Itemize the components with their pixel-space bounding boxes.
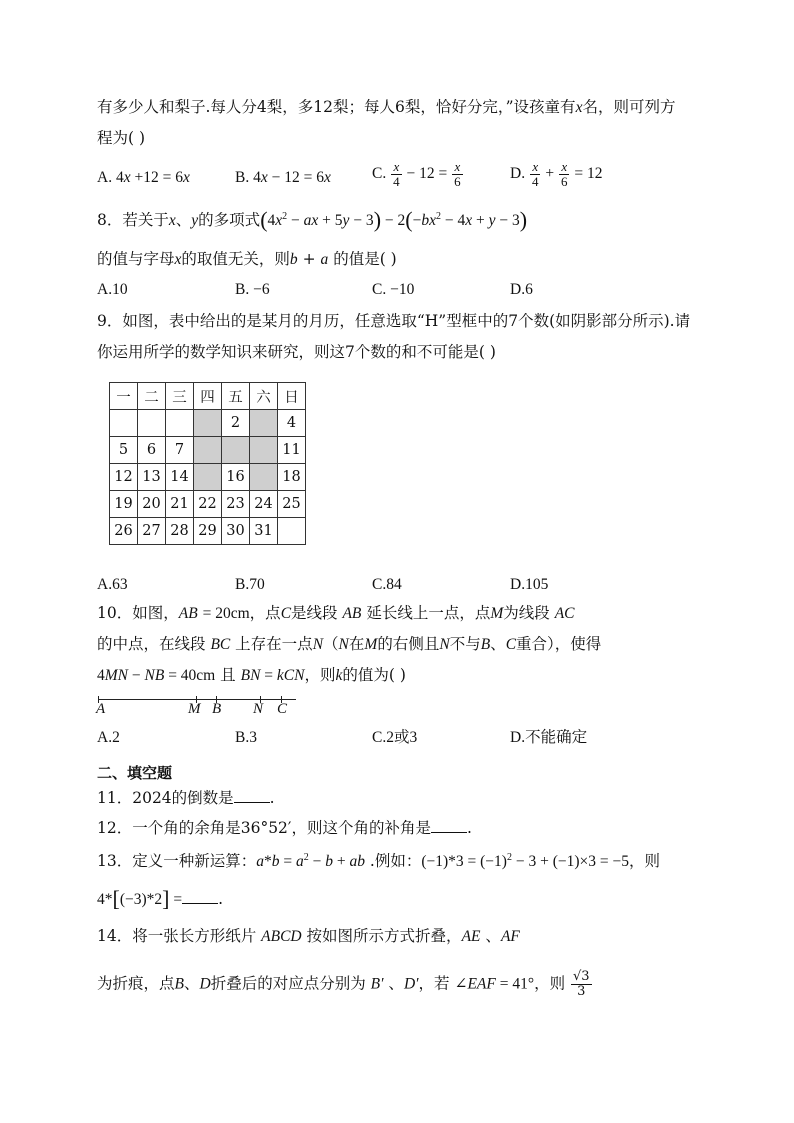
- q7-option-b[interactable]: B. 4x − 12 = 6x: [235, 169, 331, 186]
- calendar-cell: 18: [278, 464, 306, 491]
- section-title-fill-in: 二、填空题: [97, 764, 173, 782]
- calendar-cell: 22: [194, 491, 222, 518]
- calendar-cell-shaded: [250, 464, 278, 491]
- q9-option-a[interactable]: A.63: [97, 576, 128, 593]
- calendar-cell-shaded: [250, 437, 278, 464]
- calendar-cell-shaded: [194, 464, 222, 491]
- q12-text: 12．一个角的余角是36°52′，则这个角的补角是: [97, 819, 431, 837]
- q9-line2: 你运用所学的数学知识来研究，则这7个数的和不可能是( ): [97, 343, 496, 361]
- calendar-header: 三: [166, 383, 194, 410]
- calendar-cell-shaded: [250, 410, 278, 437]
- calendar-cell: 26: [110, 518, 138, 545]
- calendar-header: 四: [194, 383, 222, 410]
- calendar-row: [110, 491, 306, 518]
- q11-line: [97, 788, 275, 808]
- q13-line1: 13．定义一种新运算：$a*b = a^2 - b$ + ab .例如：$(-1)*3 = (-1)^2 - 3 + (-1)\times 3 = -5$，则: [97, 851, 661, 870]
- q13-end: .: [218, 890, 224, 908]
- q13-answer-blank[interactable]: [182, 889, 218, 904]
- q14-line1: 14．将一张长方形纸片 ABCD 按如图所示方式折叠，AE 、AF: [97, 927, 520, 945]
- q11-text: 11．2024的倒数是: [97, 789, 234, 807]
- q7-option-d[interactable]: D. $\frac{x}{4}$ + $\frac{x}{6}$ = 12: [510, 159, 603, 189]
- calendar-cell: 20: [138, 491, 166, 518]
- calendar-cell: 4: [278, 410, 306, 437]
- calendar-cell-shaded: [222, 437, 250, 464]
- segment-label-b: B: [212, 701, 222, 717]
- calendar-row: [110, 410, 306, 437]
- q12-answer-blank[interactable]: [431, 818, 467, 833]
- q14-line2: 为折痕，点B、D折叠后的对应点分别为 B′ 、D′，若 ∠EAF = 41°，则 $\frac{√3}{3}$: [97, 969, 590, 999]
- q12-line: [97, 818, 472, 838]
- q8-line1: 8．若关于x、y的多项式($4x^2$ − ax + $5y - 3) - 2(-bx^2 - 4x + y - 3)$: [97, 207, 528, 232]
- segment-line: [98, 699, 296, 700]
- q12-end: .: [466, 819, 472, 837]
- calendar-header: 六: [250, 383, 278, 410]
- calendar-header: 二: [138, 383, 166, 410]
- q9-line1: 9．如图，表中给出的是某月的月历，任意选取“H”型框中的7个数(如阴影部分所示).请: [97, 312, 691, 330]
- calendar-cell: 27: [138, 518, 166, 545]
- q10-line3: 4MN − NB = 40cm 且 BN = kCN，则k的值为( ): [97, 666, 406, 684]
- calendar-cell: 30: [222, 518, 250, 545]
- calendar-cell: 7: [166, 437, 194, 464]
- calendar-cell: 24: [250, 491, 278, 518]
- q7-line1: 有多少人和梨子.每人分4梨，多12梨；每人6梨，恰好分完，”设孩童有x名，则可列方: [97, 98, 676, 116]
- calendar-table: [109, 382, 306, 545]
- segment-label-c: C: [277, 701, 288, 717]
- calendar-cell: 16: [222, 464, 250, 491]
- q8-option-c[interactable]: C. −10: [372, 281, 415, 298]
- calendar-cell-shaded: [194, 437, 222, 464]
- calendar-cell: 14: [166, 464, 194, 491]
- calendar-cell: 23: [222, 491, 250, 518]
- q7-option-a[interactable]: A. 4x +12 = 6x: [97, 169, 190, 186]
- segment-label-a: A: [96, 701, 106, 717]
- calendar-row: [110, 464, 306, 491]
- q8-option-d[interactable]: D.6: [510, 281, 533, 298]
- q8-option-b[interactable]: B. −6: [235, 281, 270, 298]
- q10-line2: 的中点，在线段 BC 上存在一点N（N在M的右侧且N不与B、C重合），使得: [97, 635, 602, 653]
- q8-option-a[interactable]: A.10: [97, 281, 128, 298]
- q10-option-d[interactable]: D.不能确定: [510, 729, 588, 746]
- q11-answer-blank[interactable]: [234, 788, 270, 803]
- calendar-cell: 2: [222, 410, 250, 437]
- q7-line2: 程为( ): [97, 129, 146, 147]
- calendar-cell: 11: [278, 437, 306, 464]
- q10-option-b[interactable]: B.3: [235, 729, 257, 746]
- q11-end: .: [269, 789, 275, 807]
- q10-line1: 10．如图，AB = 20cm，点C是线段 AB 延长线上一点，点M为线段 AC: [97, 604, 575, 622]
- q13-line2: 4*[(−3)*2] = .: [97, 886, 224, 911]
- q14-sqrt3-over-3: $\frac{√3}{3}$: [573, 969, 590, 999]
- calendar-cell: 25: [278, 491, 306, 518]
- calendar-cell: 28: [166, 518, 194, 545]
- q10-option-a[interactable]: A.2: [97, 729, 120, 746]
- calendar-row: [110, 518, 306, 545]
- calendar-row: [110, 437, 306, 464]
- calendar-header: 五: [222, 383, 250, 410]
- calendar-cell: [166, 410, 194, 437]
- calendar-cell: 19: [110, 491, 138, 518]
- calendar-header: 一: [110, 383, 138, 410]
- calendar-cell: 21: [166, 491, 194, 518]
- q8-line2: 的值与字母x的取值无关，则b + a 的值是( ): [97, 250, 397, 268]
- q9-option-c[interactable]: C.84: [372, 576, 402, 593]
- calendar-cell: [110, 410, 138, 437]
- calendar-cell: 12: [110, 464, 138, 491]
- calendar-cell: 29: [194, 518, 222, 545]
- calendar-cell: [138, 410, 166, 437]
- calendar-cell: 5: [110, 437, 138, 464]
- calendar-cell: 13: [138, 464, 166, 491]
- segment-label-n: N: [253, 701, 264, 717]
- calendar-cell: 31: [250, 518, 278, 545]
- q10-option-c[interactable]: C.2或3: [372, 729, 418, 746]
- calendar-header: 日: [278, 383, 306, 410]
- segment-label-m: M: [188, 701, 201, 717]
- q7-option-c[interactable]: C. $\frac{x}{4}$ − 12 = $\frac{x}{6}$: [372, 159, 461, 189]
- calendar-cell: [278, 518, 306, 545]
- calendar-cell: 6: [138, 437, 166, 464]
- q9-option-d[interactable]: D.105: [510, 576, 549, 593]
- calendar-cell-shaded: [194, 410, 222, 437]
- calendar-header-row: [110, 383, 306, 410]
- q9-option-b[interactable]: B.70: [235, 576, 265, 593]
